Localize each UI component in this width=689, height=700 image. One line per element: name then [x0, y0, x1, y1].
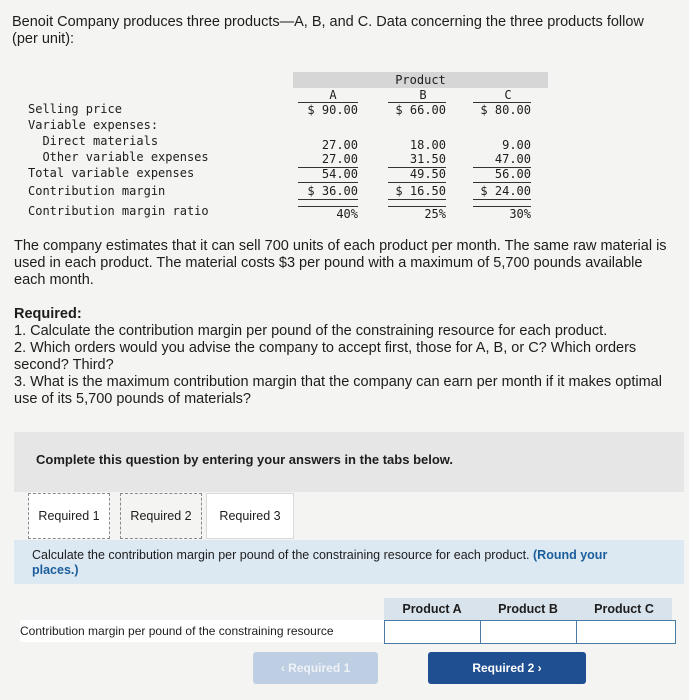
direct-materials-c: 9.00: [502, 138, 531, 152]
required-heading: Required:: [14, 306, 82, 322]
intro-text: Benoit Company produces three products—A, B, and C. Data concerning the three products follow (per unit):: [12, 14, 644, 47]
product-header: Product: [293, 72, 548, 88]
row-label-variable-expenses: Variable expenses:: [28, 118, 159, 132]
answer-input-product-b[interactable]: [480, 620, 580, 644]
instruction-text: Calculate the contribution margin per pound of the constraining resource for each product. (Round your places.): [32, 548, 608, 577]
prev-button[interactable]: [253, 652, 378, 684]
instructions-panel: [14, 432, 684, 492]
answer-header-product-a: Product A: [384, 598, 480, 620]
selling-price-a: $ 90.00: [298, 102, 358, 118]
tab-required-1[interactable]: Required 1: [28, 493, 110, 539]
contribution-margin-b: $ 16.50: [388, 184, 446, 200]
answer-input-product-a[interactable]: [384, 620, 484, 644]
instruction-main: Calculate the contribution margin per pound of the constraining resource for each product.: [32, 548, 530, 562]
answer-input-product-c[interactable]: [576, 620, 676, 644]
contribution-margin-ratio-b: 25%: [388, 206, 446, 222]
other-variable-expenses-a: 27.00: [298, 152, 358, 168]
direct-materials-b: 18.00: [409, 138, 446, 152]
instruction-highlight: (Round your: [533, 548, 608, 562]
column-header-a: A: [329, 88, 337, 102]
instruction-bar: [14, 540, 684, 584]
required-item-1: 1. Calculate the contribution margin per pound of the constraining resource for each product.: [14, 323, 608, 339]
chevron-right-icon: ›: [534, 661, 542, 675]
answer-header-product-b: Product B: [480, 598, 576, 620]
contribution-margin-a: $ 36.00: [298, 184, 358, 200]
answer-row-label: Contribution margin per pound of the constraining resource: [20, 620, 384, 642]
row-label-contribution-margin-ratio: Contribution margin ratio: [28, 204, 209, 218]
row-label-selling-price: Selling price: [28, 102, 122, 116]
contribution-margin-ratio-a: 40%: [298, 206, 358, 222]
row-label-direct-materials: Direct materials: [28, 134, 159, 148]
tab-required-3[interactable]: Required 3: [206, 493, 294, 539]
next-button-label: Required 2: [472, 661, 535, 675]
total-variable-expenses-b: 49.50: [388, 167, 446, 183]
column-header-c: C: [504, 88, 512, 102]
next-button[interactable]: [428, 652, 586, 684]
row-label-contribution-margin: Contribution margin: [28, 184, 166, 198]
answer-table: [20, 598, 672, 644]
row-label-other-variable-expenses: Other variable expenses: [28, 150, 209, 164]
total-variable-expenses-a: 54.00: [298, 167, 358, 183]
required-section: [14, 306, 674, 408]
column-header-b: B: [419, 88, 427, 102]
chevron-left-icon: ‹: [280, 661, 289, 675]
other-variable-expenses-b: 31.50: [388, 152, 446, 168]
selling-price-c: $ 80.00: [473, 102, 531, 118]
total-variable-expenses-c: 56.00: [473, 167, 531, 183]
selling-price-b: $ 66.00: [388, 102, 446, 118]
direct-materials-a: 27.00: [321, 138, 358, 152]
row-label-total-variable-expenses: Total variable expenses: [28, 166, 195, 180]
estimate-text: The company estimates that it can sell 700 units of each product per month. The same raw material is used in each product. The material costs $3 per pound with a maximum of 5,700 pounds available each month.: [14, 238, 667, 288]
required-item-2: 2. Which orders would you advise the company to accept first, those for A, B, or C? Which orders second? Third?: [14, 340, 637, 373]
prev-button-label: Required 1: [288, 661, 351, 675]
other-variable-expenses-c: 47.00: [473, 152, 531, 168]
tab-required-2[interactable]: Required 2: [120, 493, 202, 539]
panel-title: Complete this question by entering your answers in the tabs below.: [36, 452, 454, 467]
contribution-margin-ratio-c: 30%: [473, 206, 531, 222]
contribution-margin-c: $ 24.00: [473, 184, 531, 200]
required-item-3: 3. What is the maximum contribution margin that the company can earn per month if it makes optimal use of its 5,700 pounds of materials?: [14, 374, 662, 407]
answer-header-product-c: Product C: [576, 598, 672, 620]
